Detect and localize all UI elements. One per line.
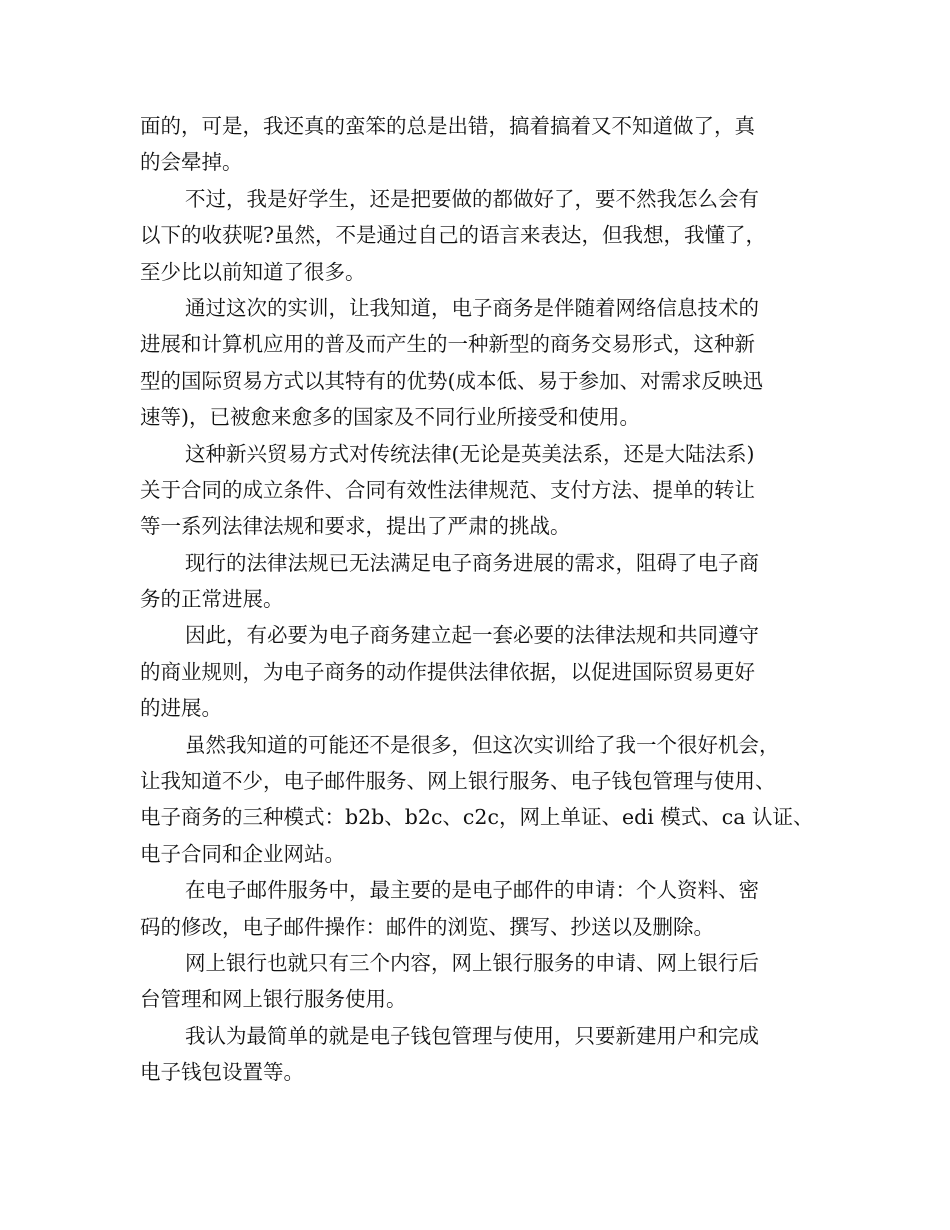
paragraph-line: 等一系列法律法规和要求，提出了严肃的挑战。 — [140, 514, 571, 539]
paragraph-4 — [140, 436, 820, 545]
paragraph-line: 虽然我知道的可能还不是很多，但这次实训给了我一个很好机会， — [185, 732, 780, 757]
paragraph-8 — [140, 872, 820, 945]
paragraph-5 — [140, 545, 820, 618]
paragraph-line: 电子钱包设置等。 — [140, 1060, 304, 1085]
paragraph-line: 我认为最简单的就是电子钱包管理与使用，只要新建用户和完成 — [185, 1023, 759, 1048]
paragraph-line: 务的正常进展。 — [140, 587, 284, 612]
paragraph-line: 以下的收获呢?虽然，不是通过自己的语言来表达，但我想，我懂了， — [140, 223, 766, 248]
paragraph-9 — [140, 945, 820, 1018]
paragraph-line: 现行的法律法规已无法满足电子商务进展的需求，阻碍了电子商 — [185, 550, 759, 575]
paragraph-line: 让我知道不少，电子邮件服务、网上银行服务、电子钱包管理与使用、 — [140, 769, 776, 794]
paragraph-line: 台管理和网上银行服务使用。 — [140, 987, 407, 1012]
document-body — [140, 108, 820, 1091]
paragraph-line: 这种新兴贸易方式对传统法律(无论是英美法系，还是大陆法系) — [185, 441, 755, 466]
paragraph-2 — [140, 181, 820, 290]
paragraph-line: 电子合同和企业网站。 — [140, 841, 345, 866]
paragraph-line: 面的，可是，我还真的蛮笨的总是出错，搞着搞着又不知道做了，真 — [140, 114, 755, 138]
paragraph-3 — [140, 290, 820, 436]
paragraph-line: 至少比以前知道了很多。 — [140, 259, 366, 284]
paragraph-line: 进展和计算机应用的普及而产生的一种新型的商务交易形式，这种新 — [140, 332, 755, 357]
paragraph-line: 不过，我是好学生，还是把要做的都做好了，要不然我怎么会有 — [185, 186, 759, 211]
paragraph-line: 速等)，已被愈来愈多的国家及不同行业所接受和使用。 — [140, 405, 640, 430]
paragraph-line: 的进展。 — [140, 696, 222, 721]
paragraph-line: 的会晕掉。 — [140, 150, 243, 175]
paragraph-line: 型的国际贸易方式以其特有的优势(成本低、易于参加、对需求反映迅 — [140, 368, 763, 393]
paragraph-line: 码的修改，电子邮件操作：邮件的浏览、撰写、抄送以及删除。 — [140, 914, 714, 939]
paragraph-line: 因此，有必要为电子商务建立起一套必要的法律法规和共同遵守 — [185, 623, 759, 648]
paragraph-line: 在电子邮件服务中，最主要的是电子邮件的申请：个人资料、密 — [185, 878, 759, 903]
paragraph-7 — [140, 727, 820, 873]
paragraph-line: 网上银行也就只有三个内容，网上银行服务的申请、网上银行后 — [185, 950, 759, 975]
paragraph-line: 关于合同的成立条件、合同有效性法律规范、支付方法、提单的转让 — [140, 477, 755, 502]
paragraph-10 — [140, 1018, 820, 1091]
paragraph-line: 的商业规则，为电子商务的动作提供法律依据，以促进国际贸易更好 — [140, 659, 755, 684]
paragraph-line: 电子商务的三种模式：b2b、b2c、c2c，网上单证、edi 模式、ca 认证、 — [140, 805, 814, 830]
paragraph-6 — [140, 617, 820, 726]
paragraph-1 — [140, 108, 820, 181]
paragraph-line: 通过这次的实训，让我知道，电子商务是伴随着网络信息技术的 — [185, 295, 759, 320]
